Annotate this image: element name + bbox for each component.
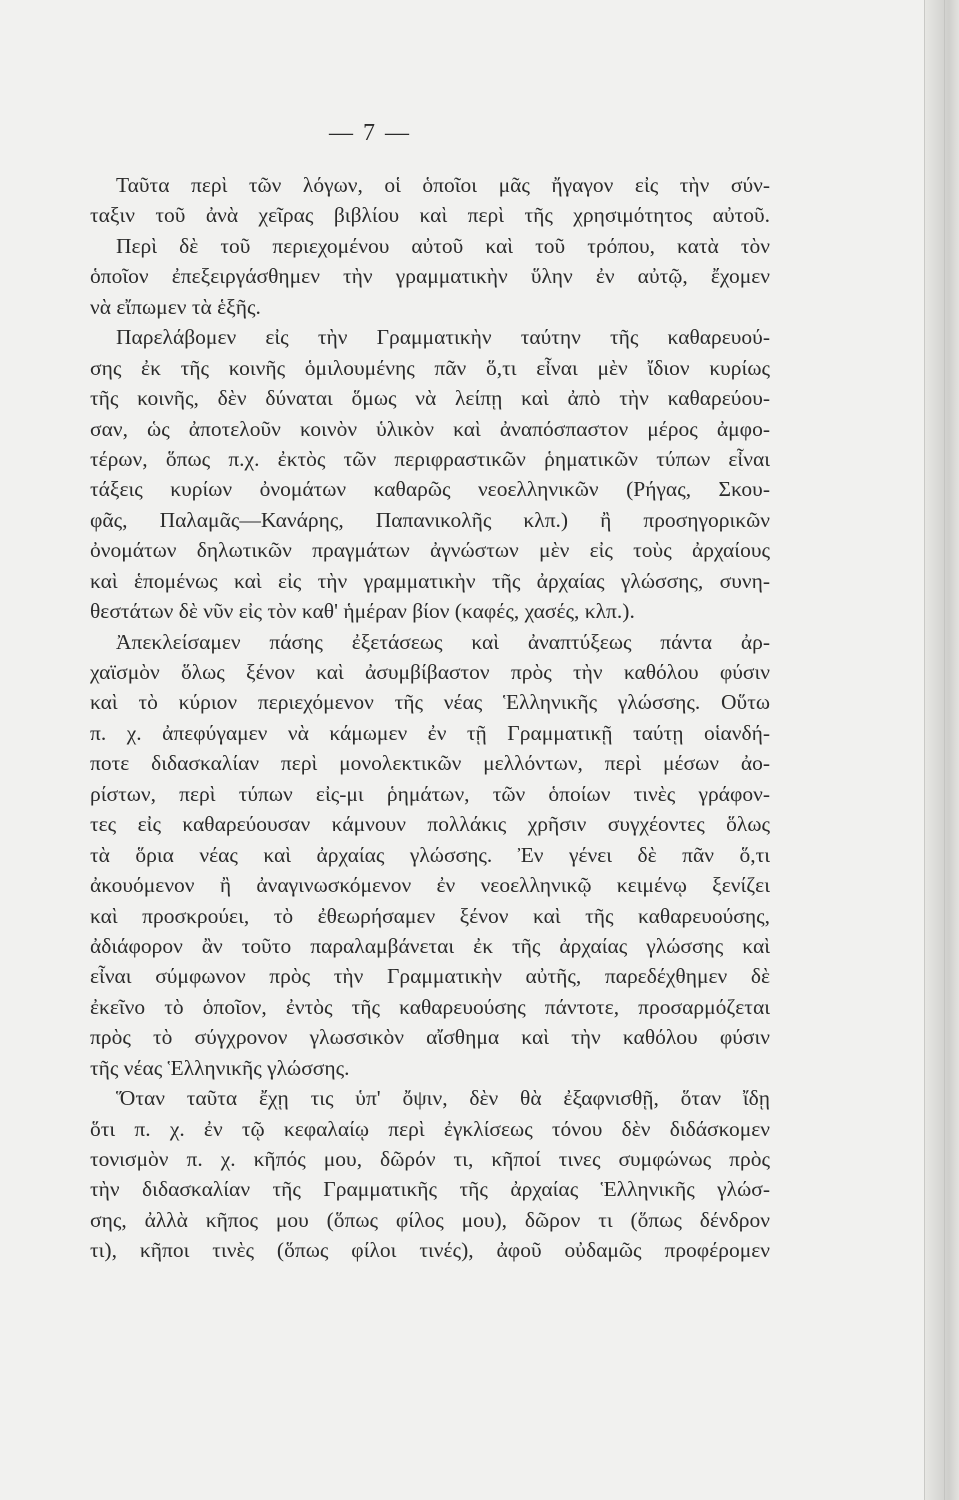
- text-line: σης ἐκ τῆς κοινῆς ὁμιλουμένης πᾶν ὅ,τι εἶναι μὲν ἴδιον κυρίως: [90, 355, 770, 380]
- page-number: — 7 —: [329, 120, 411, 146]
- text-line: ἀκουόμενον ἢ ἀναγινωσκόμενον ἐν νεοελληνικῷ κειμένῳ ξενίζει: [90, 873, 770, 898]
- text-line: σαν, ὡς ἀποτελοῦν κοινὸν ὑλικὸν καὶ ἀναπόσπαστον μέρος ἀμφο-: [90, 416, 770, 441]
- text-line: τες εἰς καθαρεύουσαν κάμνουν πολλάκις χρῆσιν συγχέοντες ὅλως: [90, 812, 770, 837]
- text-line: τι), κῆποι τινὲς (ὅπως φίλοι τινές), ἀφοῦ οὐδαμῶς προφέρομεν: [90, 1238, 770, 1263]
- text-line: ὀνομάτων δηλωτικῶν πραγμάτων ἀγνώστων μὲν εἰς τοὺς ἀρχαίους: [90, 538, 770, 563]
- text-line: Ἀπεκλείσαμεν πάσης ἐξετάσεως καὶ ἀναπτύξεως πάντα ἀρ-: [116, 629, 770, 654]
- text-line: νὰ εἴπωμεν τὰ ἑξῆς.: [90, 294, 261, 319]
- body-text: [90, 170, 770, 1266]
- text-line: τὰ ὅρια νέας καὶ ἀρχαίας γλώσσης. Ἐν γένει δὲ πᾶν ὅ,τι: [90, 842, 770, 867]
- text-line: τονισμὸν π. χ. κῆπός μου, δῶρόν τι, κῆποί τινες συμφώνως πρὸς: [90, 1147, 770, 1171]
- text-line: τῆς νέας Ἑλληνικῆς γλώσσης.: [90, 1055, 350, 1080]
- text-line: Ὅταν ταῦτα ἔχῃ τις ὑπ' ὄψιν, δὲν θὰ ἐξαφνισθῇ, ὅταν ἴδῃ: [116, 1086, 770, 1111]
- text-line: καὶ τὸ κύριον περιεχόμενον τῆς νέας Ἑλληνικῆς γλώσσης. Οὕτω: [90, 690, 770, 715]
- page-edge-shadow: [944, 0, 945, 1500]
- text-line: ὅτι π. χ. ἐν τῷ κεφαλαίῳ περὶ ἐγκλίσεως τόνου δὲν διδάσκομεν: [90, 1116, 770, 1141]
- text-line: Περὶ δὲ τοῦ περιεχομένου αὐτοῦ καὶ τοῦ τρόπου, κατὰ τὸν: [116, 233, 770, 258]
- text-line: τέρων, ὅπως π.χ. ἐκτὸς τῶν περιφραστικῶν ῥηματικῶν τύπων εἶναι: [90, 446, 770, 471]
- text-line: σης, ἀλλὰ κῆπος μου (ὅπως φίλος μου), δῶρον τι (ὅπως δένδρον: [90, 1207, 770, 1232]
- text-line: π. χ. ἀπεφύγαμεν νὰ κάμωμεν ἐν τῇ Γραμματικῇ ταύτῃ οἱανδή-: [90, 720, 770, 745]
- text-line: ταξιν τοῦ ἀνὰ χεῖρας βιβλίου καὶ περὶ τῆς χρησιμότητος αὐτοῦ.: [90, 203, 770, 228]
- text-line: ποτε διδασκαλίαν περὶ μονολεκτικῶν μελλόντων, περὶ μέσων ἀο-: [90, 751, 770, 776]
- text-line: τάξεις κυρίων ὀνομάτων καθαρῶς νεοελληνικῶν (Ρήγας, Σκου-: [90, 477, 770, 502]
- text-line: θεστάτων δὲ νῦν εἰς τὸν καθ' ἡμέραν βίον (καφές, χασές, κλπ.).: [90, 599, 635, 624]
- text-line: καὶ ἑπομένως καὶ εἰς τὴν γραμματικὴν τῆς ἀρχαίας γλώσσης, συνη-: [90, 568, 770, 593]
- text-line: ἐκεῖνο τὸ ὁποῖον, ἐντὸς τῆς καθαρευούσης πάντοτε, προσαρμόζεται: [90, 994, 770, 1019]
- text-line: φᾶς, Παλαμᾶς—Κανάρης, Παπανικολῆς κλπ.) ἢ προσηγορικῶν: [90, 507, 770, 532]
- text-line: ρίστων, περὶ τύπων εἰς-μι ῥημάτων, τῶν ὁποίων τινὲς γράφον-: [90, 781, 770, 806]
- text-line: χαϊσμὸν ὅλως ξένον καὶ ἀσυμβίβαστον πρὸς τὴν καθόλου φύσιν: [90, 660, 770, 684]
- text-line: τὴν διδασκαλίαν τῆς Γραμματικῆς τῆς ἀρχαίας Ἑλληνικῆς γλώσ-: [90, 1177, 770, 1202]
- text-line: Ταῦτα περὶ τῶν λόγων, οἱ ὁποῖοι μᾶς ἤγαγον εἰς τὴν σύν-: [116, 173, 770, 197]
- text-line: εἶναι σύμφωνον πρὸς τὴν Γραμματικὴν αὐτῆς, παρεδέχθημεν δὲ: [90, 964, 770, 989]
- page-edge: [924, 0, 959, 1500]
- text-line: καὶ προσκρούει, τὸ ἐθεωρήσαμεν ξένον καὶ τῆς καθαρευούσης,: [90, 903, 770, 928]
- text-line: ὁποῖον ἐπεξειργάσθημεν τὴν γραμματικὴν ὕλην ἐν αὐτῷ, ἔχομεν: [90, 264, 770, 289]
- text-line: πρὸς τὸ σύγχρονον γλωσσικὸν αἴσθημα καὶ τὴν καθόλου φύσιν: [90, 1025, 770, 1050]
- text-line: τῆς κοινῆς, δὲν δύναται ὅμως νὰ λείπῃ καὶ ἀπὸ τὴν καθαρεύου-: [90, 386, 770, 411]
- text-line: ἀδιάφορον ἂν τοῦτο παραλαμβάνεται ἐκ τῆς ἀρχαίας γλώσσης καὶ: [90, 933, 770, 958]
- text-line: Παρελάβομεν εἰς τὴν Γραμματικὴν ταύτην τῆς καθαρευού-: [116, 325, 770, 350]
